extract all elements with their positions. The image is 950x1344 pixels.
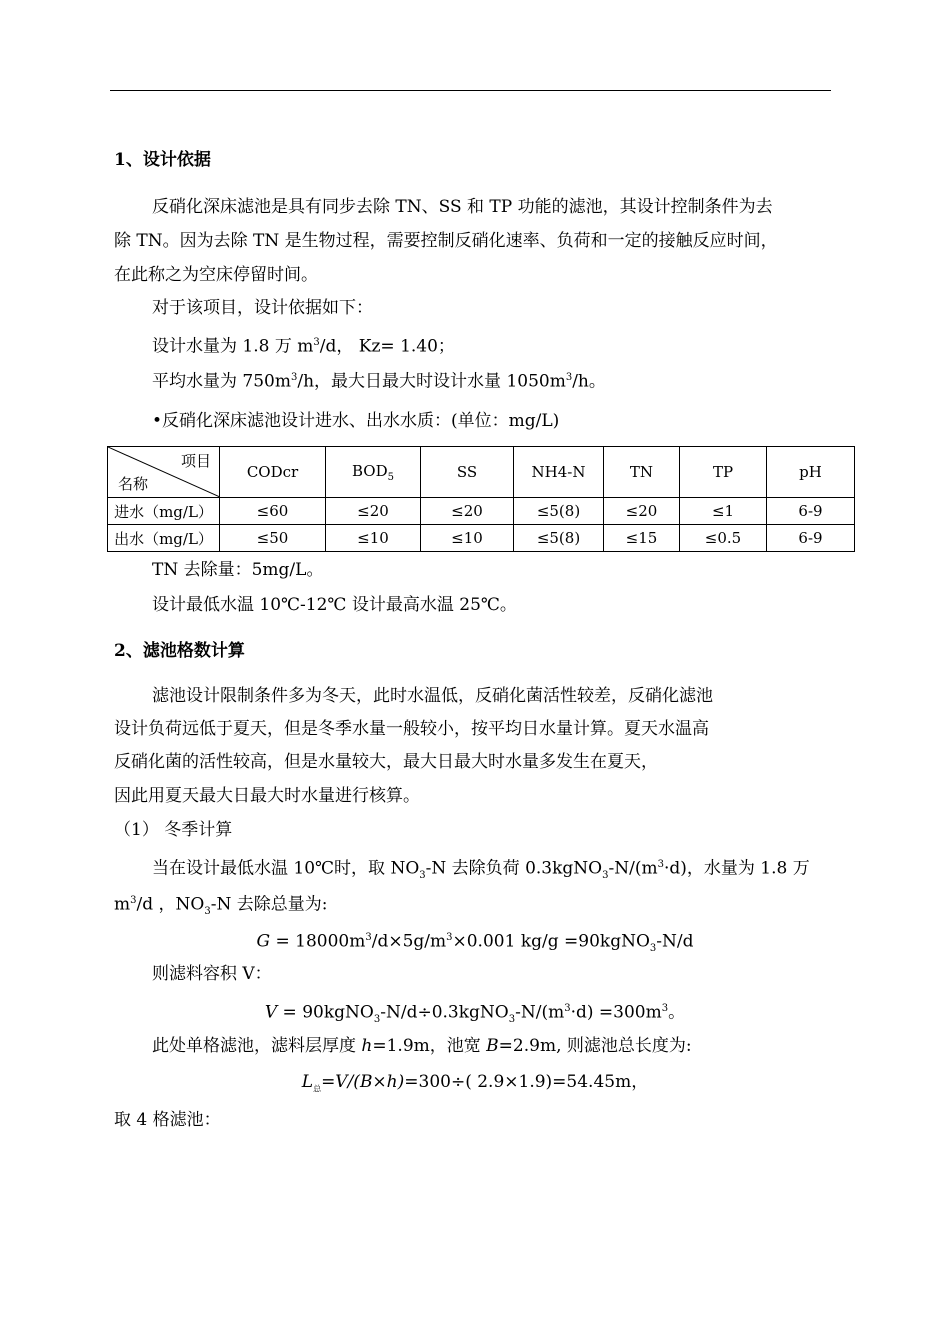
table-cell: ≤20 [326, 498, 421, 525]
tn-removal-line: TN 去除量：5mg/L。 [152, 560, 324, 580]
table-cell: ≤5(8) [514, 525, 604, 552]
average-flow-line: 平均水量为 $750m^3/h$，最大日最大时设计水量 $1050m^3/h$。 [152, 371, 606, 392]
winter-calc-heading: （1） 冬季计算 [114, 820, 233, 840]
paragraph-line: 在此称之为空床停留时间。 [114, 265, 318, 285]
paragraph-line: 取 4 格滤池： [114, 1110, 221, 1130]
table-row [108, 525, 855, 552]
table-cell: 6-9 [767, 498, 855, 525]
row-label: 出水（mg/L） [108, 525, 220, 552]
column-header: $BOD_5$ [326, 447, 421, 498]
column-header: NH4-N [514, 447, 604, 498]
table-cell: ≤50 [220, 525, 326, 552]
paragraph-line: 则滤料容积 V： [152, 964, 272, 984]
paragraph-line: 除 TN。因为去除 TN 是生物过程，需要控制反硝化速率、负荷和一定的接触反应时间， [114, 231, 778, 251]
table-header-row [108, 447, 855, 498]
paragraph-line: 对于该项目，设计依据如下： [152, 298, 373, 318]
design-flow-line: 设计水量为 1.8 万 $m^3/d$， Kz= 1.40； [152, 336, 455, 357]
paragraph-line: 当在设计最低水温 10℃时，取 $NO_3-N$ 去除负荷 $0.3kgNO_3-N/(m^3\cdot d)$，水量为 1.8 万 [152, 858, 810, 882]
column-header: CODcr [220, 447, 326, 498]
table-cell: ≤20 [604, 498, 680, 525]
paragraph-line: 因此用夏天最大日最大时水量进行核算。 [114, 786, 420, 806]
table-cell: ≤1 [680, 498, 767, 525]
header-rule [110, 90, 831, 91]
table-cell: ≤20 [421, 498, 514, 525]
paragraph-line: 此处单格滤池，滤料层厚度 h=1.9m，池宽 B=2.9m, 则滤池总长度为: [152, 1036, 692, 1056]
table-title: •反硝化深床滤池设计进水、出水水质：(单位：mg/L) [152, 411, 560, 431]
equation-total-length: $L_总=V/(B\times h)=300\div$( 2.9×1.9)=54.45m， [301, 1072, 649, 1094]
paragraph-line: 反硝化深床滤池是具有同步去除 TN、SS 和 TP 功能的滤池，其设计控制条件为去 [152, 197, 773, 217]
column-header: SS [421, 447, 514, 498]
water-temperature-line: 设计最低水温 10℃-12℃ 设计最高水温 25℃。 [152, 595, 517, 615]
table-row [108, 498, 855, 525]
paragraph-line: $m^3/d$ ，$NO_3-N$ 去除总量为: [114, 894, 328, 918]
column-header: TN [604, 447, 680, 498]
table-cell: 6-9 [767, 525, 855, 552]
section-2-heading: 2、滤池格数计算 [114, 641, 245, 661]
water-quality-table [107, 446, 855, 552]
table-cell: ≤0.5 [680, 525, 767, 552]
column-header: TP [680, 447, 767, 498]
section-1-heading: 1、设计依据 [114, 150, 211, 170]
equation-nitrate-load: $G = 18000m^3/d\times 5g/m^3\times 0.001$ kg/g =90kgNO$_3$-N/d [256, 931, 694, 955]
paragraph-line: 反硝化菌的活性较高，但是水量较大，最大日最大时水量多发生在夏天， [114, 752, 658, 772]
table-cell: ≤60 [220, 498, 326, 525]
table-cell: ≤15 [604, 525, 680, 552]
paragraph-line: 滤池设计限制条件多为冬天，此时水温低，反硝化菌活性较差，反硝化滤池 [152, 686, 713, 706]
table-cell: ≤5(8) [514, 498, 604, 525]
table-cell: ≤10 [421, 525, 514, 552]
corner-top-label: 项目 [180, 452, 211, 470]
row-label: 进水（mg/L） [108, 498, 220, 525]
paragraph-line: 设计负荷远低于夏天，但是冬季水量一般较小，按平均日水量计算。夏天水温高 [114, 719, 709, 739]
corner-bottom-label: 名称 [118, 475, 149, 493]
equation-media-volume: $V = 90kgNO_3-N/d\div 0.3kgNO_3-N/(m^3\cdot d) =300m^3$。 [264, 1002, 686, 1026]
column-header: pH [767, 447, 855, 498]
table-cell: ≤10 [326, 525, 421, 552]
table-corner-cell [108, 447, 220, 498]
